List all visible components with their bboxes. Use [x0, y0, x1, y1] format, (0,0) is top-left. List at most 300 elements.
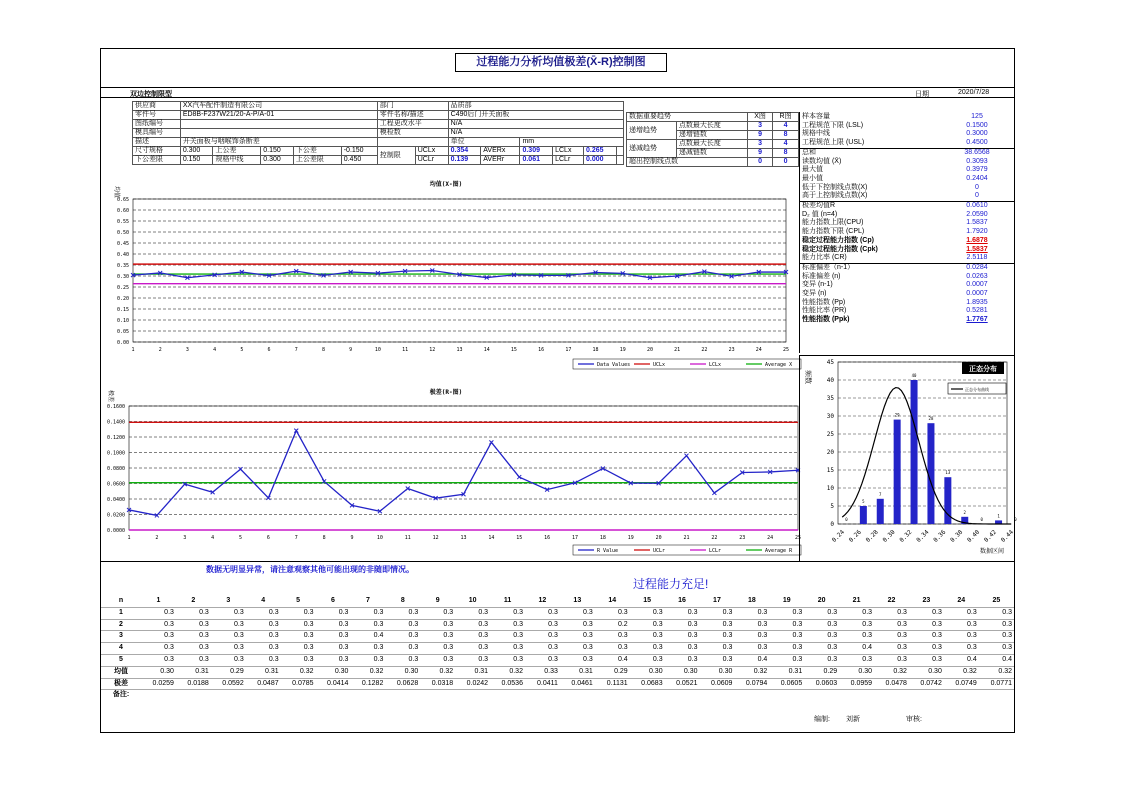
y-tick-label: 25 [826, 431, 834, 438]
cell: 0.3 [909, 619, 944, 631]
out-label: 超出控制线点数 [627, 158, 748, 167]
mean-cell: 0.32 [281, 666, 316, 678]
x-tick-label: 13 [456, 347, 463, 353]
stat-label: 性能比率 (PR) [802, 307, 847, 315]
mean-cell: 0.30 [700, 666, 735, 678]
stat-row [800, 237, 1014, 246]
col-header: 21 [839, 596, 874, 607]
mean-cell: 0.30 [316, 666, 351, 678]
y-tick-label: 45 [826, 359, 834, 366]
falling-max-x: 3 [747, 140, 772, 149]
stat-label: 总和 [800, 148, 940, 157]
range-cell: 0.0794 [734, 678, 769, 690]
mean-cell: 0.32 [420, 666, 455, 678]
desc-label: 描述 [133, 138, 181, 147]
stat-value: 1.7767 [966, 316, 988, 324]
mean-cell: 0.33 [525, 666, 560, 678]
bar-value-label: 5 [862, 499, 865, 504]
range-label: 极差 [101, 678, 141, 690]
mean-cell: 0.31 [560, 666, 595, 678]
stat-label: 标准偏差 (n) [802, 272, 841, 280]
stat-value: 0.1500 [966, 121, 988, 129]
x-tick-label: 21 [674, 347, 681, 353]
stat-row [800, 228, 1014, 237]
mean-cell: 0.30 [385, 666, 420, 678]
cell: 0.3 [734, 631, 769, 643]
control-limit-label: 控制限 [377, 147, 415, 165]
part-no-value: ED8B-F237W21/20-A-P/A-01 [180, 111, 377, 120]
col-header: 6 [316, 596, 351, 607]
x-tick-label: 11 [404, 535, 411, 541]
x-tick-label: 15 [510, 347, 517, 353]
legend-label: UCLr [653, 548, 666, 554]
x-tick-label: 15 [516, 535, 523, 541]
xbar-y-axis-label: 均值 [113, 186, 120, 199]
stat-value: 2.5118 [966, 254, 988, 262]
cell: 0.4 [839, 643, 874, 655]
cell: 0.3 [700, 643, 735, 655]
x-tick-label: 0.30 [881, 528, 897, 544]
cell: 0.4 [350, 631, 385, 643]
stat-value: 0.5281 [966, 307, 988, 315]
cell: 0.3 [141, 619, 176, 631]
x-tick-label: 4 [213, 347, 217, 353]
legend-label: LCLx [709, 362, 722, 368]
cell: 0.3 [700, 619, 735, 631]
y-tick-label: 0.30 [116, 274, 129, 280]
falling-max-r: 4 [773, 140, 799, 149]
desc-value: 开关面板与咽喉饰条断差 [180, 138, 377, 147]
range-cell: 0.1282 [350, 678, 385, 690]
cell: 0.3 [246, 643, 281, 655]
col-header: 11 [490, 596, 525, 607]
range-cell: 0.0487 [246, 678, 281, 690]
legend-label: Average R [765, 548, 793, 554]
x-tick-label: 5 [240, 347, 244, 353]
stat-value: 1.5837 [966, 245, 988, 253]
table-row [101, 654, 1014, 666]
y-tick-label: 0.60 [116, 208, 129, 214]
cell: 0.3 [665, 643, 700, 655]
stat-value: 1.7920 [966, 228, 988, 236]
range-cell: 0.0609 [700, 678, 735, 690]
range-cell: 0.0603 [804, 678, 839, 690]
stat-value: 2.0590 [966, 210, 988, 218]
lclr-value: 0.000 [584, 156, 617, 165]
analysis-note: 数据无明显异常，请注意观察其他可能出现的非随即情况。 [206, 565, 414, 574]
cell: 0.3 [979, 607, 1014, 619]
x-tick-label: 19 [619, 347, 626, 353]
cell: 0.3 [979, 643, 1014, 655]
stat-row [800, 219, 1014, 228]
stat-row [800, 316, 1014, 325]
legend-label: Data Values [597, 362, 631, 368]
cell: 0.3 [316, 654, 351, 666]
cell: 0.3 [944, 643, 979, 655]
cell: 0.4 [944, 654, 979, 666]
stat-label: 性能指数 (Pp) [802, 298, 846, 306]
x-tick-label: 0.36 [932, 528, 948, 544]
reviewer-label: 审核: [906, 716, 922, 723]
col-header: 17 [700, 596, 735, 607]
lower-limit-value: 0.150 [180, 156, 213, 165]
y-tick-label: 0 [830, 521, 834, 528]
y-tick-label: 0.25 [116, 285, 129, 291]
range-cell: 0.0683 [630, 678, 665, 690]
divider [101, 97, 1014, 98]
bar-value-label: 29 [894, 412, 900, 418]
y-tick-label: 0.35 [116, 263, 129, 269]
cell: 0.3 [246, 654, 281, 666]
cell: 0.3 [909, 654, 944, 666]
part-no-label: 零件号 [133, 111, 181, 120]
stat-label: 低于下控制线点数(X) [802, 183, 868, 191]
x-tick-label: 1 [131, 347, 135, 353]
legend-label: Average X [765, 362, 793, 368]
stat-value: 0.0007 [966, 290, 988, 298]
cell: 0.3 [665, 654, 700, 666]
y-tick-label: 0.20 [116, 296, 129, 302]
x-tick-label: 17 [571, 535, 579, 541]
cell: 0.3 [560, 607, 595, 619]
cell: 0.3 [560, 631, 595, 643]
cell: 0.3 [560, 643, 595, 655]
cell: 0.3 [630, 654, 665, 666]
hist-bar [860, 506, 867, 524]
lclr-label: LCLr [553, 156, 584, 165]
cell: 0.4 [595, 654, 630, 666]
x-tick-label: 0.38 [949, 528, 965, 544]
range-cell: 0.0771 [979, 678, 1014, 690]
x-tick-label: 6 [267, 347, 271, 353]
cell: 0.3 [176, 619, 211, 631]
y-tick-label: 20 [826, 449, 834, 456]
stat-row [800, 202, 1014, 211]
range-cell: 0.0605 [769, 678, 804, 690]
part-name-label: 零件名称/描述 [377, 111, 448, 120]
cell: 0.3 [804, 619, 839, 631]
stat-label: 高于上控制线点数(X) [802, 192, 868, 200]
cell: 0.3 [350, 654, 385, 666]
stat-row [800, 263, 1014, 272]
hist-legend-label: 正态分布曲线 [965, 387, 989, 392]
cell: 0.3 [350, 607, 385, 619]
mean-cell: 0.29 [211, 666, 246, 678]
stat-label: 能力比率 (CR) [802, 254, 847, 262]
max-len-label: 点数最大长度 [676, 122, 747, 131]
unit-label: 单位 [448, 138, 520, 147]
x-tick-label: 17 [565, 347, 572, 353]
bar-value-label: 1 [997, 513, 1000, 519]
rising-max-r: 4 [773, 122, 799, 131]
x-tick-label: 16 [544, 535, 551, 541]
table-row [101, 631, 1014, 643]
bar-value-label: 7 [879, 491, 882, 497]
normal-curve [842, 388, 1011, 524]
y-tick-label: 40 [826, 377, 834, 384]
lclx-value: 0.265 [584, 147, 617, 156]
col-header: 23 [909, 596, 944, 607]
stat-row [800, 307, 1014, 316]
y-tick-label: 0.0400 [106, 497, 125, 503]
x-tick-label: 10 [374, 347, 381, 353]
remark-value [141, 690, 1014, 701]
x-tick-label: 12 [432, 535, 439, 541]
row-label: 2 [101, 619, 141, 631]
x-tick-label: 21 [683, 535, 690, 541]
cell: 0.3 [246, 607, 281, 619]
range-cell: 0.0742 [909, 678, 944, 690]
divider [101, 87, 1014, 88]
x-tick-label: 8 [322, 535, 326, 541]
cell: 0.3 [385, 619, 420, 631]
cell: 0.3 [839, 631, 874, 643]
x-tick-label: 25 [794, 535, 802, 541]
table-row [101, 619, 1014, 631]
x-tick-label: 23 [728, 347, 735, 353]
falling-cnt-r: 8 [773, 149, 799, 158]
cell: 0.3 [909, 643, 944, 655]
max-len-label-2: 点数最大长度 [676, 140, 747, 149]
cell: 0.3 [316, 619, 351, 631]
legend-label: UCLx [653, 362, 666, 368]
table-row [101, 607, 1014, 619]
cell: 0.3 [176, 643, 211, 655]
mean-cell: 0.32 [734, 666, 769, 678]
stat-row [800, 254, 1014, 263]
cell: 0.3 [141, 643, 176, 655]
gauge-value: N/A [448, 129, 623, 138]
cell: 0.3 [420, 654, 455, 666]
row-label: 4 [101, 643, 141, 655]
uclx-label: UCLx [415, 147, 448, 156]
cell: 0.3 [350, 643, 385, 655]
y-tick-label: 0.0600 [106, 481, 125, 488]
y-tick-label: 0.40 [116, 252, 129, 258]
mean-cell: 0.29 [595, 666, 630, 678]
range-cell: 0.0521 [665, 678, 700, 690]
hist-y-axis-label: 频数 [804, 370, 812, 384]
mean-cell: 0.29 [804, 666, 839, 678]
col-header: 9 [420, 596, 455, 607]
inc-pts-label: 递增链数 [676, 131, 747, 140]
hist-x-axis-label: 数据区间 [979, 548, 1005, 555]
cell: 0.3 [595, 643, 630, 655]
x-tick-label: 3 [183, 535, 187, 541]
cell: 0.3 [595, 607, 630, 619]
cell: 0.3 [874, 607, 909, 619]
hist-bar [911, 380, 918, 524]
cell: 0.3 [385, 631, 420, 643]
stat-label: 能力指数下限 (CPL) [802, 228, 865, 236]
range-cell: 0.0414 [316, 678, 351, 690]
stat-label: D₂ 值 (n=4) [802, 210, 838, 218]
x-tick-label: 0.24 [830, 528, 846, 544]
cell: 0.3 [176, 631, 211, 643]
mean-cell: 0.32 [490, 666, 525, 678]
range-row [101, 678, 1014, 690]
cell: 0.3 [211, 619, 246, 631]
cell: 0.3 [804, 607, 839, 619]
cell: 0.3 [804, 643, 839, 655]
cell: 0.3 [630, 643, 665, 655]
y-tick-label: 0.1200 [106, 435, 125, 441]
y-tick-label: 0.15 [116, 307, 129, 313]
x-tick-label: 7 [294, 535, 298, 541]
x-tick-label: 22 [701, 347, 708, 353]
data-table [101, 596, 1014, 701]
range-cell: 0.1131 [595, 678, 630, 690]
cell: 0.3 [281, 654, 316, 666]
stat-value: 1.5837 [966, 219, 988, 227]
stat-value: 0.3979 [966, 166, 988, 174]
x-tick-label: 2 [155, 535, 159, 541]
divider [101, 561, 1014, 562]
y-tick-label: 15 [826, 467, 834, 474]
stat-value: 1.8935 [966, 298, 988, 306]
lower-limit-label: 下公差限 [133, 156, 181, 165]
eng-level-value: N/A [448, 120, 623, 129]
stat-value: 125 [971, 113, 983, 120]
stat-label: 样本容量 [802, 113, 830, 120]
stat-label: 标准偏差（n-1） [800, 263, 940, 272]
stat-row [800, 175, 1014, 184]
col-header: 14 [595, 596, 630, 607]
stat-label: 工程规范上限 (USL) [802, 139, 865, 147]
col-header: 8 [385, 596, 420, 607]
cell: 0.3 [909, 631, 944, 643]
cell: 0.3 [350, 619, 385, 631]
cell: 0.3 [665, 607, 700, 619]
r-y-axis-label: 极差 [107, 390, 114, 403]
x-tick-label: 0.26 [847, 528, 863, 544]
stat-label: 稳定过程能力指数 (Cpk) [802, 245, 878, 253]
cell: 0.3 [211, 631, 246, 643]
x-tick-label: 14 [488, 535, 495, 541]
bar-value-label: 0 [845, 517, 848, 522]
x-tick-label: 0.44 [999, 528, 1015, 544]
x-tick-label: 18 [592, 347, 599, 353]
cell: 0.3 [141, 607, 176, 619]
cell: 0.3 [630, 619, 665, 631]
mean-cell: 0.31 [246, 666, 281, 678]
r-chart-title: 极差(R-图) [429, 389, 463, 396]
x-tick-label: 25 [782, 347, 790, 353]
stat-row [800, 290, 1014, 299]
editor-label: 编制: [814, 716, 830, 723]
cell: 0.3 [455, 631, 490, 643]
cell: 0.3 [874, 619, 909, 631]
stat-value: 38.6568 [940, 148, 1014, 157]
range-cell: 0.0536 [490, 678, 525, 690]
x-tick-label: 0.40 [965, 528, 982, 544]
cell: 0.3 [281, 631, 316, 643]
col-header: 18 [734, 596, 769, 607]
mean-cell: 0.30 [630, 666, 665, 678]
cell: 0.3 [874, 643, 909, 655]
legend-label: R Value [597, 548, 619, 554]
y-tick-label: 0.45 [116, 241, 129, 247]
cell: 0.3 [874, 631, 909, 643]
y-tick-label: 5 [830, 503, 834, 510]
supplier-label: 供应商 [133, 102, 181, 111]
stat-row [800, 113, 1014, 122]
x-tick-label: 7 [294, 347, 298, 353]
range-cell: 0.0318 [420, 678, 455, 690]
r-chart [101, 382, 802, 558]
stat-value: 0.3000 [966, 130, 988, 138]
lclx-label: LCLx [553, 147, 584, 156]
supplier-value: XX汽车配件制造有限公司 [180, 102, 377, 111]
cell: 0.3 [665, 631, 700, 643]
x-tick-label: 3 [185, 347, 189, 353]
cell: 0.3 [211, 643, 246, 655]
trend-x-head: X图 [747, 113, 772, 122]
cell: 0.3 [804, 631, 839, 643]
stat-value: 0.3093 [966, 157, 988, 165]
cell: 0.3 [211, 654, 246, 666]
x-tick-label: 14 [483, 347, 490, 353]
cell: 0.3 [490, 654, 525, 666]
col-header: 2 [176, 596, 211, 607]
cell: 0.3 [455, 607, 490, 619]
stat-row [800, 192, 1014, 201]
x-tick-label: 20 [655, 535, 662, 541]
empty-cell [377, 138, 448, 147]
dec-pts-label: 递减链数 [676, 149, 747, 158]
mean-cell: 0.30 [909, 666, 944, 678]
x-tick-label: 9 [350, 535, 354, 541]
range-cell: 0.0592 [211, 678, 246, 690]
empty-cell [616, 147, 623, 156]
x-tick-label: 0.42 [982, 528, 999, 544]
row-label: 3 [101, 631, 141, 643]
cell: 0.3 [141, 631, 176, 643]
editor-name: 刘新 [846, 716, 860, 723]
stat-value: 0.2404 [966, 174, 988, 182]
col-header: 15 [630, 596, 665, 607]
x-tick-label: 23 [739, 535, 746, 541]
cell: 0.3 [525, 654, 560, 666]
xbar-chart-title: 均值(X-图) [429, 181, 463, 188]
stat-label: 最大值 [802, 166, 823, 174]
page-title: 过程能力分析均值极差(X̄-R)控制图 [455, 53, 667, 72]
upper-limit-value: 0.450 [341, 156, 377, 165]
y-tick-label: 35 [826, 395, 834, 402]
cell: 0.3 [944, 619, 979, 631]
stat-label: 极差均值R̄ [800, 202, 940, 211]
y-tick-label: 0.55 [116, 219, 129, 225]
cell: 0.3 [769, 631, 804, 643]
averx-value: 0.309 [520, 147, 553, 156]
upper-limit-label: 上公差限 [293, 156, 341, 165]
dept-value: 品质部 [448, 102, 623, 111]
cell: 0.3 [246, 631, 281, 643]
mean-cell: 0.32 [350, 666, 385, 678]
cell: 0.3 [490, 607, 525, 619]
y-tick-label: 0.50 [116, 230, 129, 236]
x-tick-label: 11 [402, 347, 409, 353]
date-value: 2020/7/28 [958, 89, 990, 96]
cell: 0.3 [420, 643, 455, 655]
cell: 0.3 [525, 631, 560, 643]
bar-value-label: 0 [980, 517, 983, 522]
stat-value: 0.4500 [966, 139, 988, 147]
cell: 0.3 [490, 643, 525, 655]
cell: 0.4 [734, 654, 769, 666]
stat-value: 0.0610 [940, 202, 1014, 211]
x-tick-label: 5 [238, 535, 243, 541]
